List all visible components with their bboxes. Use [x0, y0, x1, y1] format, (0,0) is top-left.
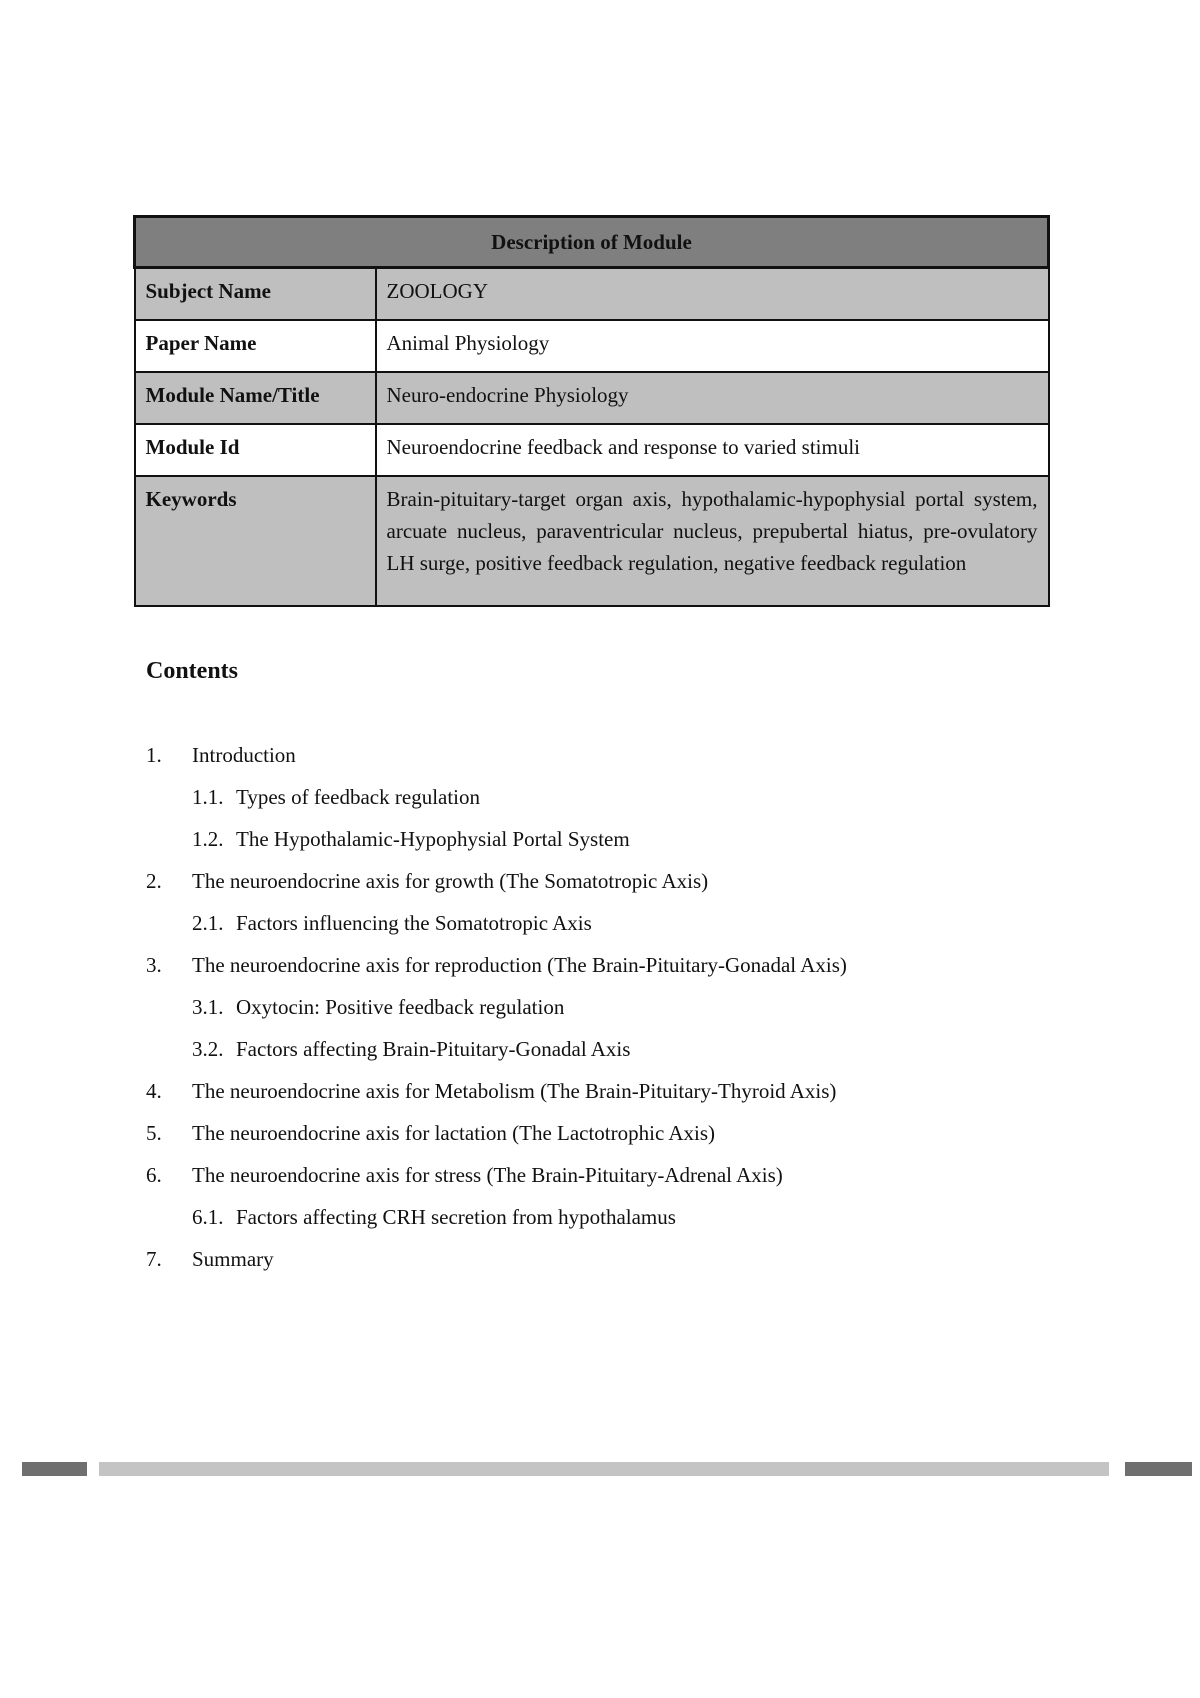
toc-subitem[interactable] — [146, 986, 1046, 1028]
toc-subitem[interactable] — [146, 1028, 1046, 1070]
toc-item[interactable] — [146, 860, 1046, 902]
toc-text: Factors affecting Brain-Pituitary-Gonadal Axis — [236, 1037, 631, 1061]
toc-number: 3.2. — [192, 1037, 224, 1061]
table-of-contents — [146, 734, 1046, 1280]
toc-number: 2. — [146, 869, 162, 893]
toc-number: 3. — [146, 953, 162, 977]
toc-number: 3.1. — [192, 995, 224, 1019]
toc-text: The neuroendocrine axis for reproduction (The Brain-Pituitary-Gonadal Axis) — [192, 953, 847, 977]
toc-subitem[interactable] — [146, 818, 1046, 860]
toc-item[interactable] — [146, 1112, 1046, 1154]
toc-number: 1.2. — [192, 827, 224, 851]
table-row-paper-name — [135, 320, 1049, 372]
table-row-subject-name — [135, 268, 1049, 321]
row-value: Brain-pituitary-target organ axis, hypothalamic-hypophysial portal system, arcuate nucleus, paraventricular nucleus, prepubertal hiatus, pre-ovulatory LH surge, positive feedback regulation, negative feedback regulation — [376, 476, 1049, 606]
row-label: Keywords — [135, 476, 376, 606]
module-description-table — [133, 215, 1050, 607]
toc-subitem[interactable] — [146, 1196, 1046, 1238]
toc-text: The neuroendocrine axis for lactation (The Lactotrophic Axis) — [192, 1121, 716, 1145]
toc-subitem[interactable] — [146, 902, 1046, 944]
toc-number: 5. — [146, 1121, 162, 1145]
toc-text: Factors influencing the Somatotropic Axis — [236, 911, 592, 935]
table-row-module-id — [135, 424, 1049, 476]
toc-text: Factors affecting CRH secretion from hypothalamus — [236, 1205, 676, 1229]
toc-text: Types of feedback regulation — [236, 785, 481, 809]
row-label: Paper Name — [135, 320, 376, 372]
toc-number: 7. — [146, 1247, 162, 1271]
toc-text: Oxytocin: Positive feedback regulation — [236, 995, 565, 1019]
toc-text: Introduction — [192, 743, 296, 767]
row-label: Module Name/Title — [135, 372, 376, 424]
table-title: Description of Module — [135, 217, 1049, 268]
toc-text: The neuroendocrine axis for growth (The Somatotropic Axis) — [192, 869, 709, 893]
toc-text: The Hypothalamic-Hypophysial Portal System — [236, 827, 630, 851]
toc-text: Summary — [192, 1247, 274, 1271]
toc-number: 6. — [146, 1163, 162, 1187]
toc-item[interactable] — [146, 1238, 1046, 1280]
toc-item[interactable] — [146, 944, 1046, 986]
row-value: ZOOLOGY — [376, 268, 1049, 321]
table-row-keywords — [135, 476, 1049, 606]
toc-number: 4. — [146, 1079, 162, 1103]
row-value: Animal Physiology — [376, 320, 1049, 372]
footer-bar-left — [22, 1462, 87, 1476]
toc-number: 1.1. — [192, 785, 224, 809]
table-header-row — [135, 217, 1049, 268]
toc-number: 2.1. — [192, 911, 224, 935]
row-label: Module Id — [135, 424, 376, 476]
toc-item[interactable] — [146, 734, 1046, 776]
row-value: Neuroendocrine feedback and response to varied stimuli — [376, 424, 1049, 476]
toc-number: 6.1. — [192, 1205, 224, 1229]
footer-bar-right — [1125, 1462, 1192, 1476]
toc-number: 1. — [146, 743, 162, 767]
footer-bar-middle — [99, 1462, 1109, 1476]
contents-heading: Contents — [146, 658, 239, 684]
toc-text: The neuroendocrine axis for stress (The Brain-Pituitary-Adrenal Axis) — [192, 1163, 783, 1187]
toc-text: The neuroendocrine axis for Metabolism (The Brain-Pituitary-Thyroid Axis) — [192, 1079, 837, 1103]
row-label: Subject Name — [135, 268, 376, 321]
toc-item[interactable] — [146, 1154, 1046, 1196]
row-value: Neuro-endocrine Physiology — [376, 372, 1049, 424]
toc-subitem[interactable] — [146, 776, 1046, 818]
toc-item[interactable] — [146, 1070, 1046, 1112]
table-row-module-name — [135, 372, 1049, 424]
